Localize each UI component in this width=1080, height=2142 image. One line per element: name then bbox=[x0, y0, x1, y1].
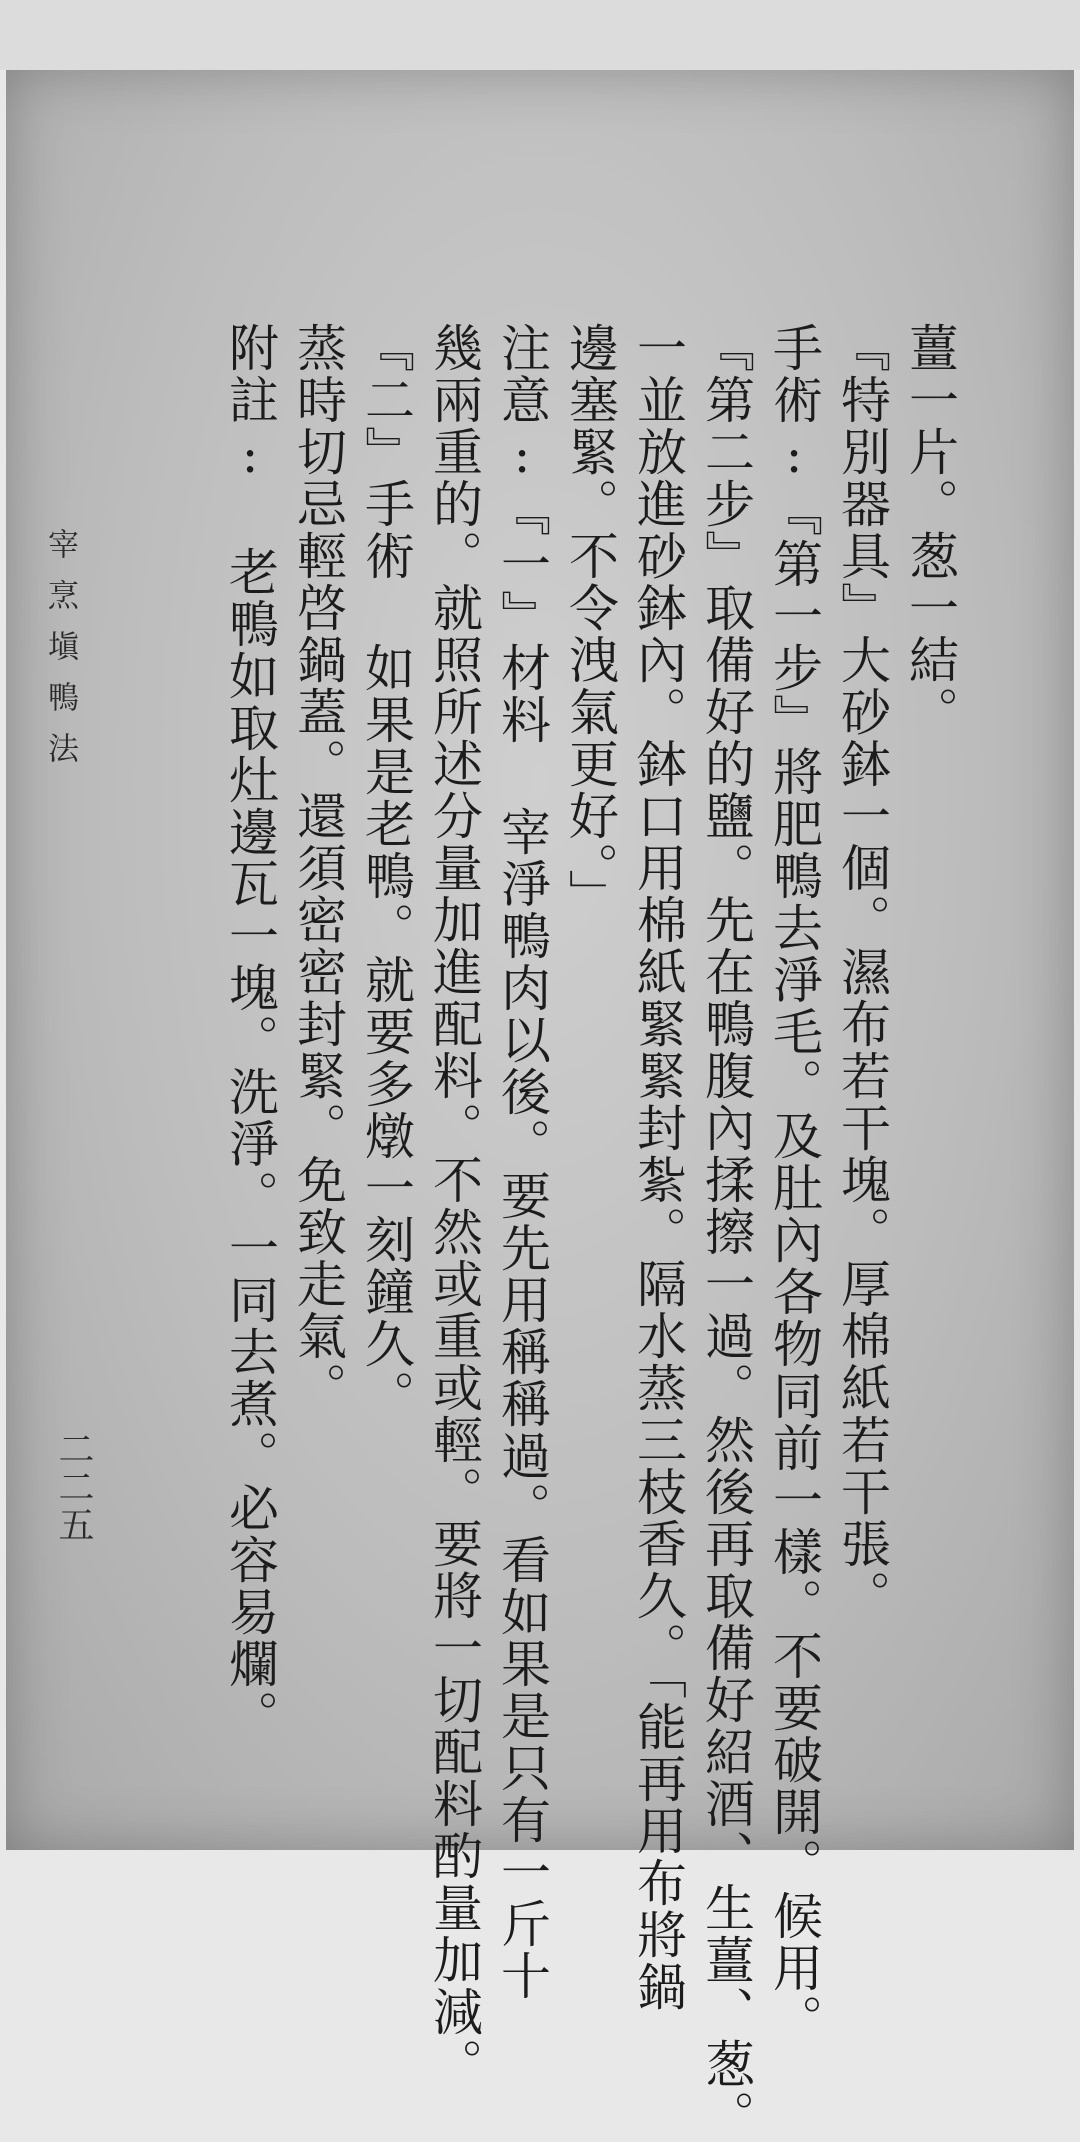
text-column-4: 『第二步』取備好的鹽。先在鴨腹內揉擦一過。然後再取備好紹酒、生薑、葱。 bbox=[697, 322, 755, 2142]
text-column-7: 注意:『一』材料 宰淨鴨肉以後。要先用稱稱過。看如果是只有一斤十 bbox=[493, 322, 551, 2002]
scan-top-margin bbox=[0, 0, 1080, 70]
text-column-5: 一並放進砂鉢內。鉢口用棉紙緊緊封紮。隔水蒸三枝香久。「能再用布將鍋 bbox=[629, 322, 687, 2013]
text-column-11: 附註: 老鴨如取灶邊瓦一塊。洗淨。一同去煮。必容易爛。 bbox=[221, 322, 279, 1742]
text-column-8: 幾兩重的。就照所述分量加進配料。不然或重或輕。要將一切配料酌量加減。 bbox=[425, 322, 483, 2090]
text-column-6: 邊塞緊。不令洩氣更好。」 bbox=[561, 322, 619, 921]
text-column-2: 『特別器具』大砂鉢一個。濕布若干塊。厚棉紙若干張。 bbox=[833, 322, 891, 1622]
text-column-1: 薑一片。葱一結。 bbox=[901, 322, 959, 738]
running-head: 宰烹塡鴨法 bbox=[42, 528, 78, 783]
text-column-10: 蒸時切忌輕啓鍋蓋。還須密密封緊。免致走氣。 bbox=[289, 322, 347, 1414]
text-column-3: 手術:『第一步』將肥鴨去淨毛。及肚內各物同前一樣。不要破開。候用。 bbox=[765, 322, 823, 2046]
text-column-9: 『二』手術 如果是老鴨。就要多燉一刻鐘久。 bbox=[357, 322, 415, 1422]
page-number: 二二五 bbox=[53, 1430, 94, 1544]
